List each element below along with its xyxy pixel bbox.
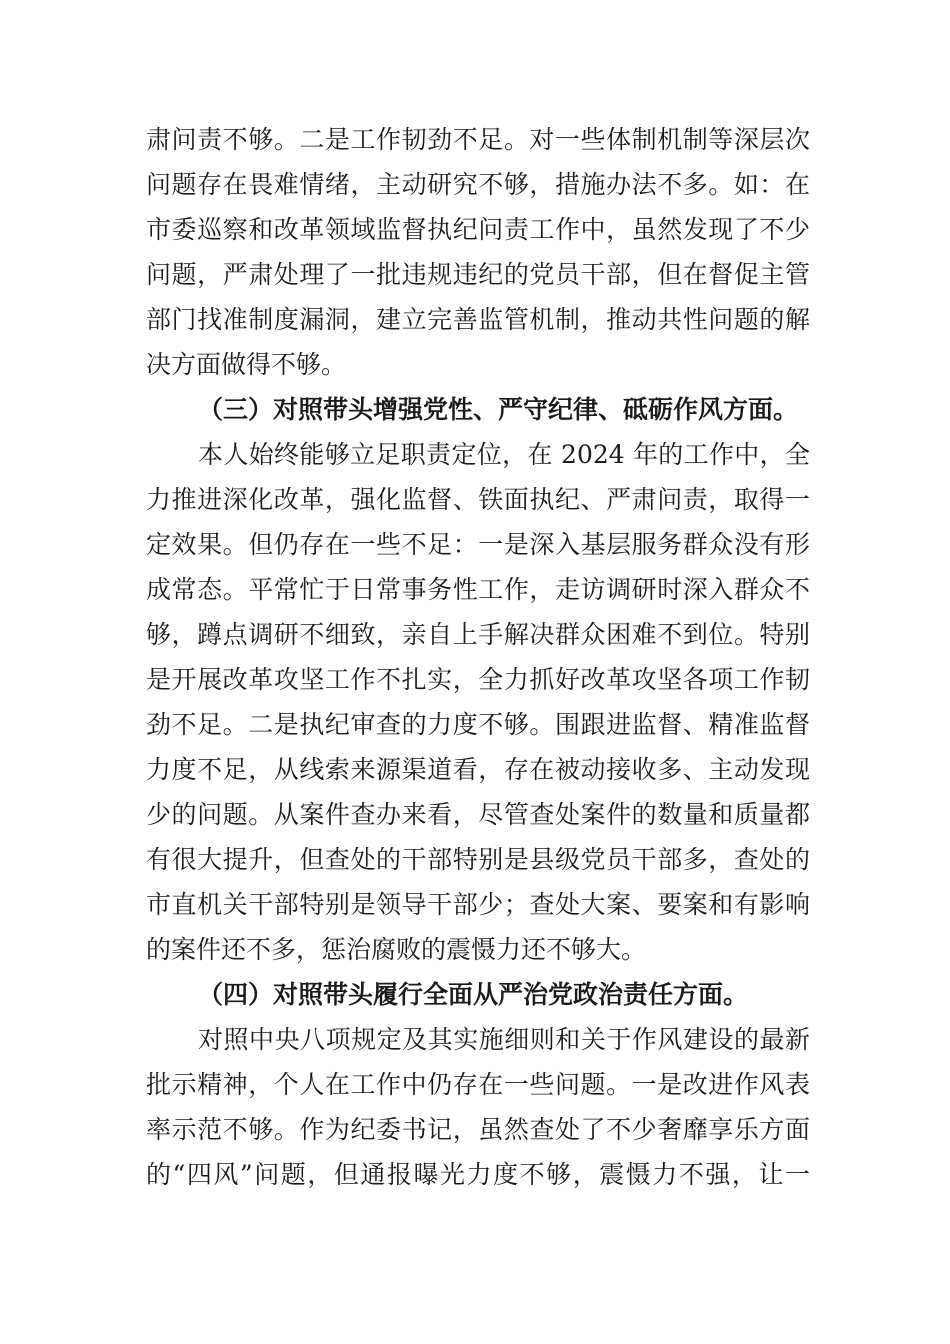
text-line: 是开展改革攻坚工作不扎实，全力抓好改革攻坚各项工作韧	[146, 665, 810, 694]
text-line: 成常态。平常忙于日常事务性工作，走访调研时深入群众不	[146, 575, 810, 604]
text-line: 决方面做得不够。	[146, 350, 347, 379]
text-line: 部门找准制度漏洞，建立完善监管机制，推动共性问题的解	[146, 305, 810, 334]
text-line: 问题，严肃处理了一批违规违纪的党员干部，但在督促主管	[146, 260, 810, 289]
text-line: 的“四风”问题，但通报曝光力度不够，震慑力不强，让一	[146, 1160, 810, 1189]
section-heading: （三）对照带头增强党性、严守纪律、砥砺作风方面。	[198, 395, 799, 424]
text-line: 问题存在畏难情绪，主动研究不够，措施办法不多。如：在	[146, 170, 810, 199]
text-line: 够，蹲点调研不细致，亲自上手解决群众困难不到位。特别	[146, 620, 810, 649]
text-line: 批示精神，个人在工作中仍存在一些问题。一是改进作风表	[146, 1070, 810, 1099]
text-line: 的案件还不多，惩治腐败的震慑力还不够大。	[146, 935, 647, 964]
text-line: 肃问责不够。二是工作韧劲不足。对一些体制机制等深层次	[146, 125, 810, 154]
text-line: 市委巡察和改革领域监督执纪问责工作中，虽然发现了不少	[146, 215, 810, 244]
text-line: 对照中央八项规定及其实施细则和关于作风建设的最新	[198, 1025, 810, 1054]
text-line: 本人始终能够立足职责定位，在 2024 年的工作中，全	[198, 440, 810, 469]
document-body	[146, 117, 810, 1197]
text-line: 少的问题。从案件查办来看，尽管查处案件的数量和质量都	[146, 800, 810, 829]
text-line: 有很大提升，但查处的干部特别是县级党员干部多，查处的	[146, 845, 810, 874]
text-line: 市直机关干部特别是领导干部少；查处大案、要案和有影响	[146, 890, 810, 919]
text-line: 率示范不够。作为纪委书记，虽然查处了不少奢靡享乐方面	[146, 1115, 810, 1144]
section-heading: （四）对照带头履行全面从严治党政治责任方面。	[198, 980, 749, 1009]
text-line: 劲不足。二是执纪审查的力度不够。围跟进监督、精准监督	[146, 710, 810, 739]
text-line: 力推进深化改革，强化监督、铁面执纪、严肃问责，取得一	[146, 485, 810, 514]
text-line: 定效果。但仍存在一些不足：一是深入基层服务群众没有形	[146, 530, 810, 559]
text-line: 力度不足，从线索来源渠道看，存在被动接收多、主动发现	[146, 755, 810, 784]
